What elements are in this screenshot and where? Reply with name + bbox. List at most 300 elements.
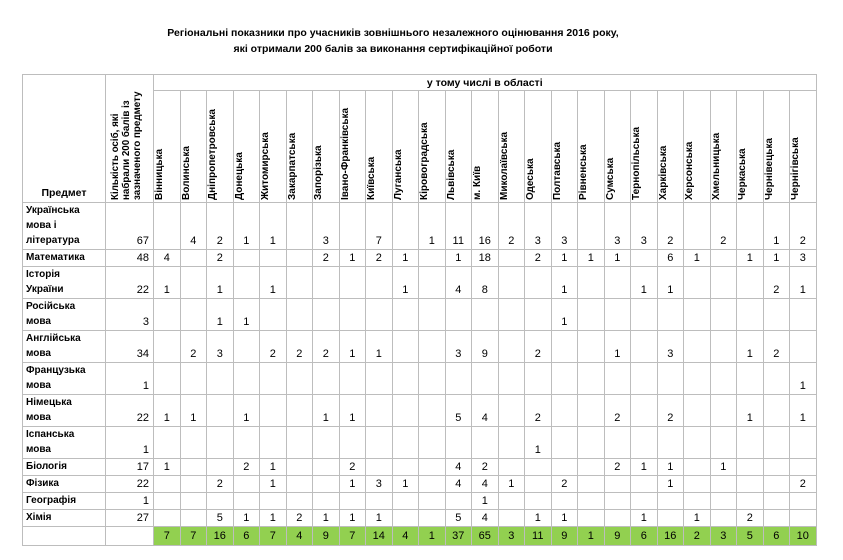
value-cell (631, 363, 658, 395)
value-cell (737, 299, 764, 331)
value-cell: 2 (233, 459, 260, 476)
value-cell: 1 (339, 476, 366, 493)
total-cell: 22 (106, 267, 154, 299)
value-cell (313, 476, 340, 493)
region-name: Житомирська (260, 132, 271, 200)
value-cell (710, 395, 737, 427)
value-cell (763, 459, 790, 476)
value-cell: 1 (472, 493, 499, 510)
value-cell (445, 493, 472, 510)
subject-line: Німецька (26, 397, 72, 408)
subject-column-header (23, 75, 106, 203)
value-cell (737, 476, 764, 493)
value-cell: 3 (207, 331, 234, 363)
subject-line: Біологія (26, 461, 67, 472)
region-name: Рівненська (578, 144, 589, 200)
region-name: Полтавська (551, 141, 563, 200)
value-cell (180, 363, 207, 395)
region-header-6 (286, 91, 313, 203)
value-cell (207, 459, 234, 476)
value-cell (392, 363, 419, 395)
region-header-4 (233, 91, 260, 203)
value-cell (657, 427, 684, 459)
total-header-label: Кількість осіб, які набрали 200 балів із зазначеного предмету (109, 91, 143, 200)
value-cell (233, 363, 260, 395)
value-cell: 2 (313, 331, 340, 363)
footer-blank-cell (23, 527, 106, 546)
value-cell (525, 267, 552, 299)
value-cell (313, 267, 340, 299)
footer-total-cell: 2 (684, 527, 711, 546)
region-header-11 (419, 91, 446, 203)
value-cell (419, 459, 446, 476)
value-cell (551, 363, 578, 395)
value-cell: 6 (657, 250, 684, 267)
subject-line: Історія (26, 269, 60, 280)
value-cell (392, 510, 419, 527)
value-cell (498, 493, 525, 510)
footer-total-cell: 5 (737, 527, 764, 546)
value-cell (445, 427, 472, 459)
value-cell: 1 (551, 299, 578, 331)
value-cell: 3 (313, 203, 340, 250)
value-cell (551, 395, 578, 427)
footer-total-cell: 7 (260, 527, 287, 546)
value-cell: 1 (790, 395, 817, 427)
value-cell (763, 427, 790, 459)
value-cell: 11 (445, 203, 472, 250)
subject-line: Англійська (26, 333, 81, 344)
value-cell (392, 299, 419, 331)
value-cell (286, 459, 313, 476)
subject-cell (23, 395, 106, 427)
value-cell (313, 459, 340, 476)
value-cell: 1 (339, 510, 366, 527)
value-cell: 2 (790, 476, 817, 493)
value-cell: 5 (445, 510, 472, 527)
value-cell (737, 363, 764, 395)
value-cell: 1 (604, 331, 631, 363)
value-cell (578, 493, 605, 510)
value-cell: 1 (260, 203, 287, 250)
value-cell (419, 493, 446, 510)
region-header-16 (551, 91, 578, 203)
region-name: Миколаївська (498, 131, 510, 200)
value-cell (604, 510, 631, 527)
footer-total-cell: 9 (313, 527, 340, 546)
total-cell: 22 (106, 395, 154, 427)
footer-total-cell: 10 (790, 527, 817, 546)
footer-total-cell: 7 (339, 527, 366, 546)
value-cell: 2 (207, 476, 234, 493)
value-cell: 2 (260, 331, 287, 363)
value-cell: 1 (604, 250, 631, 267)
subject-line: мова (26, 444, 51, 455)
value-cell (313, 493, 340, 510)
value-cell (180, 459, 207, 476)
value-cell (790, 331, 817, 363)
region-name: Одеська (525, 158, 536, 200)
value-cell: 2 (286, 331, 313, 363)
footer-total-cell: 11 (525, 527, 552, 546)
value-cell (498, 331, 525, 363)
value-cell (578, 203, 605, 250)
footer-total-cell: 14 (366, 527, 393, 546)
subject-cell (23, 331, 106, 363)
value-cell (233, 267, 260, 299)
value-cell: 2 (207, 203, 234, 250)
table-row (23, 299, 817, 331)
value-cell (525, 476, 552, 493)
value-cell: 2 (525, 331, 552, 363)
subject-line: література (26, 235, 80, 246)
value-cell (737, 427, 764, 459)
footer-blank-cell (106, 527, 154, 546)
value-cell: 1 (419, 203, 446, 250)
region-header-22 (710, 91, 737, 203)
value-cell (657, 510, 684, 527)
value-cell (154, 476, 181, 493)
total-cell: 27 (106, 510, 154, 527)
value-cell (419, 510, 446, 527)
value-cell (366, 363, 393, 395)
value-cell (286, 427, 313, 459)
region-header-9 (366, 91, 393, 203)
value-cell (710, 493, 737, 510)
subject-line: мова (26, 380, 51, 391)
value-cell (578, 299, 605, 331)
value-cell (498, 299, 525, 331)
table-row (23, 363, 817, 395)
value-cell (286, 299, 313, 331)
table-row (23, 459, 817, 476)
value-cell (366, 267, 393, 299)
value-cell (207, 363, 234, 395)
value-cell: 3 (366, 476, 393, 493)
value-cell (498, 395, 525, 427)
value-cell (154, 203, 181, 250)
value-cell (392, 395, 419, 427)
value-cell (313, 427, 340, 459)
subject-line: мова (26, 412, 51, 423)
value-cell (631, 250, 658, 267)
value-cell: 3 (631, 203, 658, 250)
footer-total-cell: 6 (763, 527, 790, 546)
value-cell: 2 (180, 331, 207, 363)
footer-total-cell: 1 (578, 527, 605, 546)
value-cell (313, 299, 340, 331)
value-cell (710, 299, 737, 331)
region-name: Херсонська (684, 141, 695, 200)
value-cell (154, 331, 181, 363)
value-cell: 2 (604, 459, 631, 476)
value-cell (498, 250, 525, 267)
subject-line: Хімія (26, 512, 52, 523)
value-cell: 1 (551, 510, 578, 527)
subject-line: Українська (26, 205, 80, 216)
value-cell: 3 (604, 203, 631, 250)
region-name: Львівська (445, 149, 457, 200)
value-cell: 4 (445, 476, 472, 493)
value-cell (525, 493, 552, 510)
value-cell (631, 476, 658, 493)
subject-header-label: Предмет (41, 187, 87, 199)
subject-cell (23, 510, 106, 527)
value-cell: 3 (551, 203, 578, 250)
subject-cell (23, 203, 106, 250)
value-cell (445, 363, 472, 395)
value-cell: 3 (657, 331, 684, 363)
value-cell (525, 459, 552, 476)
total-cell: 22 (106, 476, 154, 493)
value-cell (551, 459, 578, 476)
value-cell: 1 (392, 267, 419, 299)
value-cell: 2 (339, 459, 366, 476)
report-title (0, 25, 786, 57)
value-cell: 2 (657, 395, 684, 427)
total-cell: 48 (106, 250, 154, 267)
region-header-3 (207, 91, 234, 203)
table-row (23, 395, 817, 427)
value-cell (684, 476, 711, 493)
value-cell (763, 510, 790, 527)
value-cell (498, 363, 525, 395)
table-row (23, 493, 817, 510)
value-cell: 1 (684, 250, 711, 267)
region-name: Чернігівська (790, 137, 801, 200)
value-cell: 2 (763, 267, 790, 299)
total-column-header (106, 75, 154, 203)
value-cell: 1 (657, 459, 684, 476)
value-cell (604, 476, 631, 493)
value-cell (286, 363, 313, 395)
value-cell (578, 427, 605, 459)
value-cell (472, 363, 499, 395)
value-cell (631, 299, 658, 331)
total-cell: 67 (106, 203, 154, 250)
value-cell (631, 427, 658, 459)
region-header-24 (763, 91, 790, 203)
footer-total-cell: 3 (498, 527, 525, 546)
footer-total-cell: 16 (657, 527, 684, 546)
value-cell (339, 203, 366, 250)
region-header-15 (525, 91, 552, 203)
value-cell: 1 (498, 476, 525, 493)
value-cell (498, 459, 525, 476)
value-cell (657, 299, 684, 331)
value-cell (366, 493, 393, 510)
value-cell (790, 493, 817, 510)
region-name: Хмельницька (710, 132, 722, 200)
value-cell (790, 510, 817, 527)
value-cell: 1 (339, 395, 366, 427)
subject-cell (23, 267, 106, 299)
value-cell (604, 267, 631, 299)
subject-line: України (26, 284, 64, 295)
value-cell: 1 (392, 250, 419, 267)
subject-cell (23, 493, 106, 510)
value-cell: 2 (763, 331, 790, 363)
value-cell (366, 427, 393, 459)
value-cell (154, 427, 181, 459)
value-cell (419, 299, 446, 331)
value-cell: 9 (472, 331, 499, 363)
subject-line: Географія (26, 495, 77, 506)
value-cell (419, 331, 446, 363)
value-cell (604, 493, 631, 510)
region-name: Чернівецька (763, 138, 775, 200)
value-cell (657, 493, 684, 510)
footer-total-cell: 4 (286, 527, 313, 546)
value-cell (419, 250, 446, 267)
value-cell: 1 (392, 476, 419, 493)
region-name: Тернопільська (631, 126, 642, 200)
region-name: Волинська (180, 146, 192, 200)
value-cell: 4 (154, 250, 181, 267)
value-cell (233, 476, 260, 493)
region-name: Сумська (604, 157, 616, 200)
value-cell (737, 267, 764, 299)
value-cell (286, 267, 313, 299)
value-cell (260, 250, 287, 267)
subject-cell (23, 427, 106, 459)
subject-cell (23, 250, 106, 267)
value-cell (419, 267, 446, 299)
value-cell (286, 203, 313, 250)
value-cell (154, 363, 181, 395)
table-row (23, 203, 817, 250)
value-cell (233, 493, 260, 510)
value-cell: 1 (233, 299, 260, 331)
value-cell (684, 427, 711, 459)
value-cell: 1 (578, 250, 605, 267)
value-cell (286, 476, 313, 493)
value-cell (498, 427, 525, 459)
region-name: м. Київ (472, 165, 483, 200)
value-cell (710, 476, 737, 493)
subject-line: мова і (26, 220, 57, 231)
total-cell: 3 (106, 299, 154, 331)
table-row (23, 250, 817, 267)
region-name: Кіровоградська (419, 122, 430, 200)
value-cell: 3 (790, 250, 817, 267)
value-cell (392, 459, 419, 476)
value-cell: 1 (737, 395, 764, 427)
value-cell (180, 267, 207, 299)
value-cell (472, 299, 499, 331)
value-cell: 4 (180, 203, 207, 250)
table-row (23, 510, 817, 527)
value-cell (260, 299, 287, 331)
value-cell (790, 427, 817, 459)
footer-total-cell: 1 (419, 527, 446, 546)
value-cell (339, 267, 366, 299)
value-cell (525, 363, 552, 395)
value-cell (684, 299, 711, 331)
subject-line: Математика (26, 252, 85, 263)
report-title-line-2: які отримали 200 балів за виконання сертифікаційної роботи (233, 43, 553, 55)
value-cell (233, 250, 260, 267)
value-cell (286, 250, 313, 267)
value-cell: 1 (154, 267, 181, 299)
subject-line: Французька (26, 365, 86, 376)
value-cell (180, 427, 207, 459)
value-cell (260, 363, 287, 395)
value-cell: 1 (525, 510, 552, 527)
value-cell (154, 493, 181, 510)
value-cell (763, 299, 790, 331)
value-cell: 2 (525, 395, 552, 427)
table-row (23, 267, 817, 299)
table-row (23, 476, 817, 493)
value-cell (207, 395, 234, 427)
value-cell (578, 267, 605, 299)
value-cell: 1 (366, 331, 393, 363)
region-header-18 (604, 91, 631, 203)
value-cell (180, 493, 207, 510)
value-cell: 1 (551, 267, 578, 299)
value-cell: 16 (472, 203, 499, 250)
region-name: Вінницька (154, 148, 165, 200)
value-cell (763, 476, 790, 493)
value-cell (790, 299, 817, 331)
value-cell (604, 363, 631, 395)
value-cell: 1 (313, 510, 340, 527)
value-cell (366, 299, 393, 331)
value-cell: 5 (207, 510, 234, 527)
value-cell: 1 (233, 510, 260, 527)
value-cell (763, 493, 790, 510)
value-cell (207, 493, 234, 510)
region-header-19 (631, 91, 658, 203)
value-cell (445, 299, 472, 331)
value-cell: 1 (763, 250, 790, 267)
value-cell (578, 395, 605, 427)
value-cell: 2 (604, 395, 631, 427)
value-cell (710, 331, 737, 363)
value-cell (260, 493, 287, 510)
value-cell (260, 395, 287, 427)
region-header-5 (260, 91, 287, 203)
value-cell (180, 299, 207, 331)
value-cell (154, 510, 181, 527)
value-cell: 1 (260, 267, 287, 299)
footer-total-cell: 9 (551, 527, 578, 546)
value-cell: 1 (631, 459, 658, 476)
region-name: Харківська (657, 145, 669, 200)
value-cell (684, 267, 711, 299)
value-cell (578, 510, 605, 527)
value-cell: 1 (260, 476, 287, 493)
value-cell: 18 (472, 250, 499, 267)
value-cell (419, 427, 446, 459)
value-cell (419, 395, 446, 427)
region-header-1 (154, 91, 181, 203)
value-cell (419, 476, 446, 493)
value-cell (684, 331, 711, 363)
value-cell: 1 (737, 250, 764, 267)
region-header-7 (313, 91, 340, 203)
value-cell (339, 493, 366, 510)
region-header-17 (578, 91, 605, 203)
value-cell: 2 (207, 250, 234, 267)
value-cell: 4 (472, 510, 499, 527)
value-cell (392, 427, 419, 459)
value-cell: 2 (551, 476, 578, 493)
value-cell: 1 (233, 395, 260, 427)
footer-total-cell: 7 (180, 527, 207, 546)
region-header-25 (790, 91, 817, 203)
